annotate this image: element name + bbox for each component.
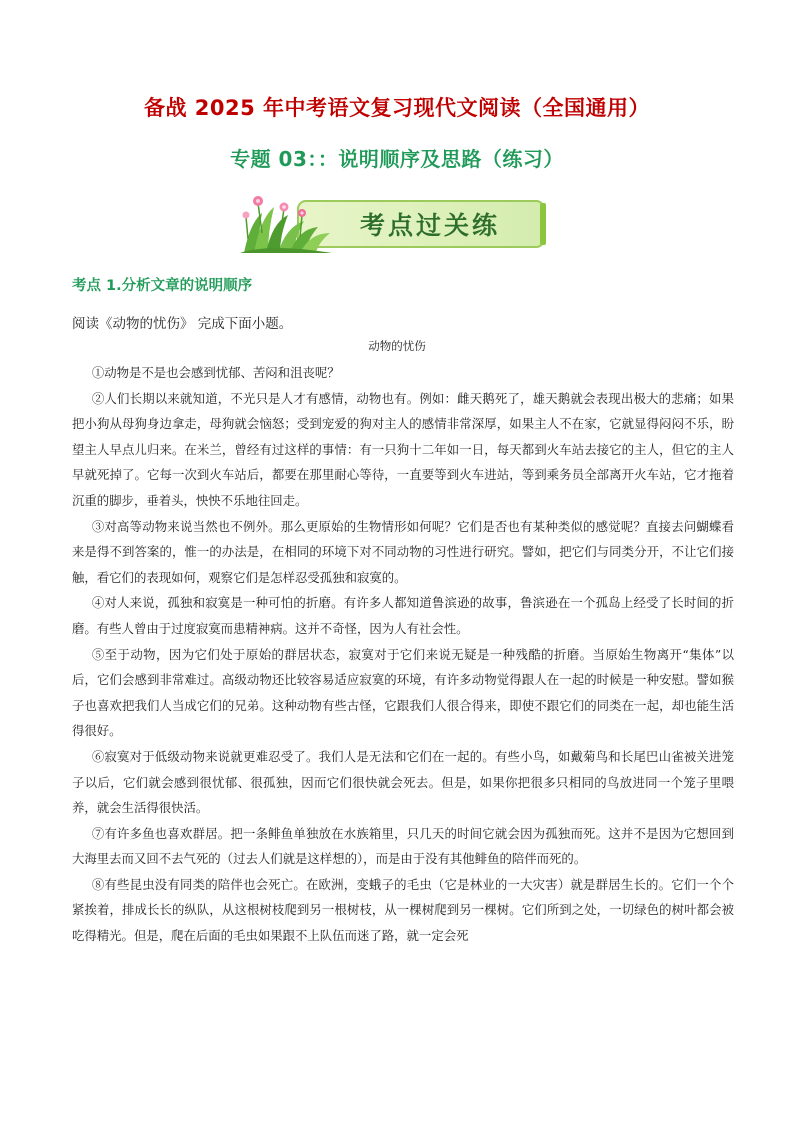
sub-title: 专题 03：：说明顺序及思路（练习） [230, 147, 564, 171]
main-title: 备战 2025 年中考语文复习现代文阅读（全国通用） [143, 96, 651, 120]
banner-label: 考点过关练 [359, 211, 501, 240]
paragraph: ⑧有些昆虫没有同类的陪伴也会死亡。在欧洲，变蛾子的毛虫（它是林业的一大灾害）就是群居生长的。它们一个个紧挨着，排成长长的纵队，从这根树枝爬到另一根树枝，从一棵树爬到另一棵树。它们所到之处，一切绿色的树叶都会被吃得精光。但是，爬在后面的毛虫如果跟不上队伍而迷了路，就一定会死 [72, 876, 734, 944]
paragraph: ③对高等动物来说当然也不例外。那么更原始的生物情形如何呢？它们是否也有某种类似的感觉呢？直接去问蝴蝶看来是得不到答案的，惟一的办法是，在相同的环境下对不同动物的习性进行研究。譬如，把它们与同类分开，不让它们接触，看它们的表现如何，观察它们是怎样忍受孤独和寂寞的。 [72, 518, 734, 585]
reading-instruction: 阅读《动物的忧伤》 完成下面小题。 [72, 316, 293, 332]
paragraph: ②人们长期以来就知道，不光只是人才有感情，动物也有。例如：雌天鹅死了，雄天鹅就会表现出极大的悲痛；如果把小狗从母狗身边拿走，母狗就会恼怒；受到宠爱的狗对主人的感情非常深厚，如果主人不在家，它就显得闷闷不乐，盼望主人早点儿归来。在米兰，曾经有过这样的事情：有一只狗十二年如一日，每天都到火车站去接它的主人，但它的主人早就死掉了。它每一次到火车站后，都要在那里耐心等待，一直要等到火车进站，等到乘务员全部离开火车站，它才拖着沉重的脚步，垂着头，怏怏不乐地往回走。 [72, 390, 734, 508]
article-body [72, 360, 734, 949]
paragraph: ⑥寂寞对于低级动物来说就更难忍受了。我们人是无法和它们在一起的。有些小鸟，如戴菊鸟和长尾巴山雀被关进笼子以后，它们就会感到很忧郁、很孤独，因而它们很快就会死去。但是，如果你把很多只相同的鸟放进同一个笼子里喂养，就会生活得很快活。 [72, 748, 734, 816]
paragraph: ⑦有许多鱼也喜欢群居。把一条鲱鱼单独放在水族箱里，只几天的时间它就会因为孤独而死。这并不是因为它想回到大海里去而又回不去气死的（过去人们就是这样想的），而是由于没有其他鲱鱼的陪伴而死的。 [72, 825, 734, 867]
paragraph: ①动物是不是也会感到忧郁、苦闷和沮丧呢？ [91, 365, 340, 380]
section-heading: 考点 1.分析文章的说明顺序 [72, 278, 253, 294]
banner-image [240, 193, 548, 255]
paragraph: ④对人来说，孤独和寂寞是一种可怕的折磨。有许多人都知道鲁滨逊的故事，鲁滨逊在一个孤岛上经受了长时间的折磨。有些人曾由于过度寂寞而患精神病。这并不奇怪，因为人有社会性。 [72, 595, 734, 636]
paragraph: ⑤至于动物，因为它们处于原始的群居状态，寂寞对于它们来说无疑是一种残酷的折磨。当原始生物离开“集体”以后，它们会感到非常难过。高级动物还比较容易适应寂寞的环境，有许多动物觉得跟人在一起的时候是一种安慰。譬如猴子也喜欢把我们人当成它们的兄弟。这种动物有些古怪，它跟我们人很合得来，即使不跟它们的同类在一起，却也能生活得很好。 [72, 646, 734, 739]
article-title: 动物的忧伤 [368, 339, 426, 353]
